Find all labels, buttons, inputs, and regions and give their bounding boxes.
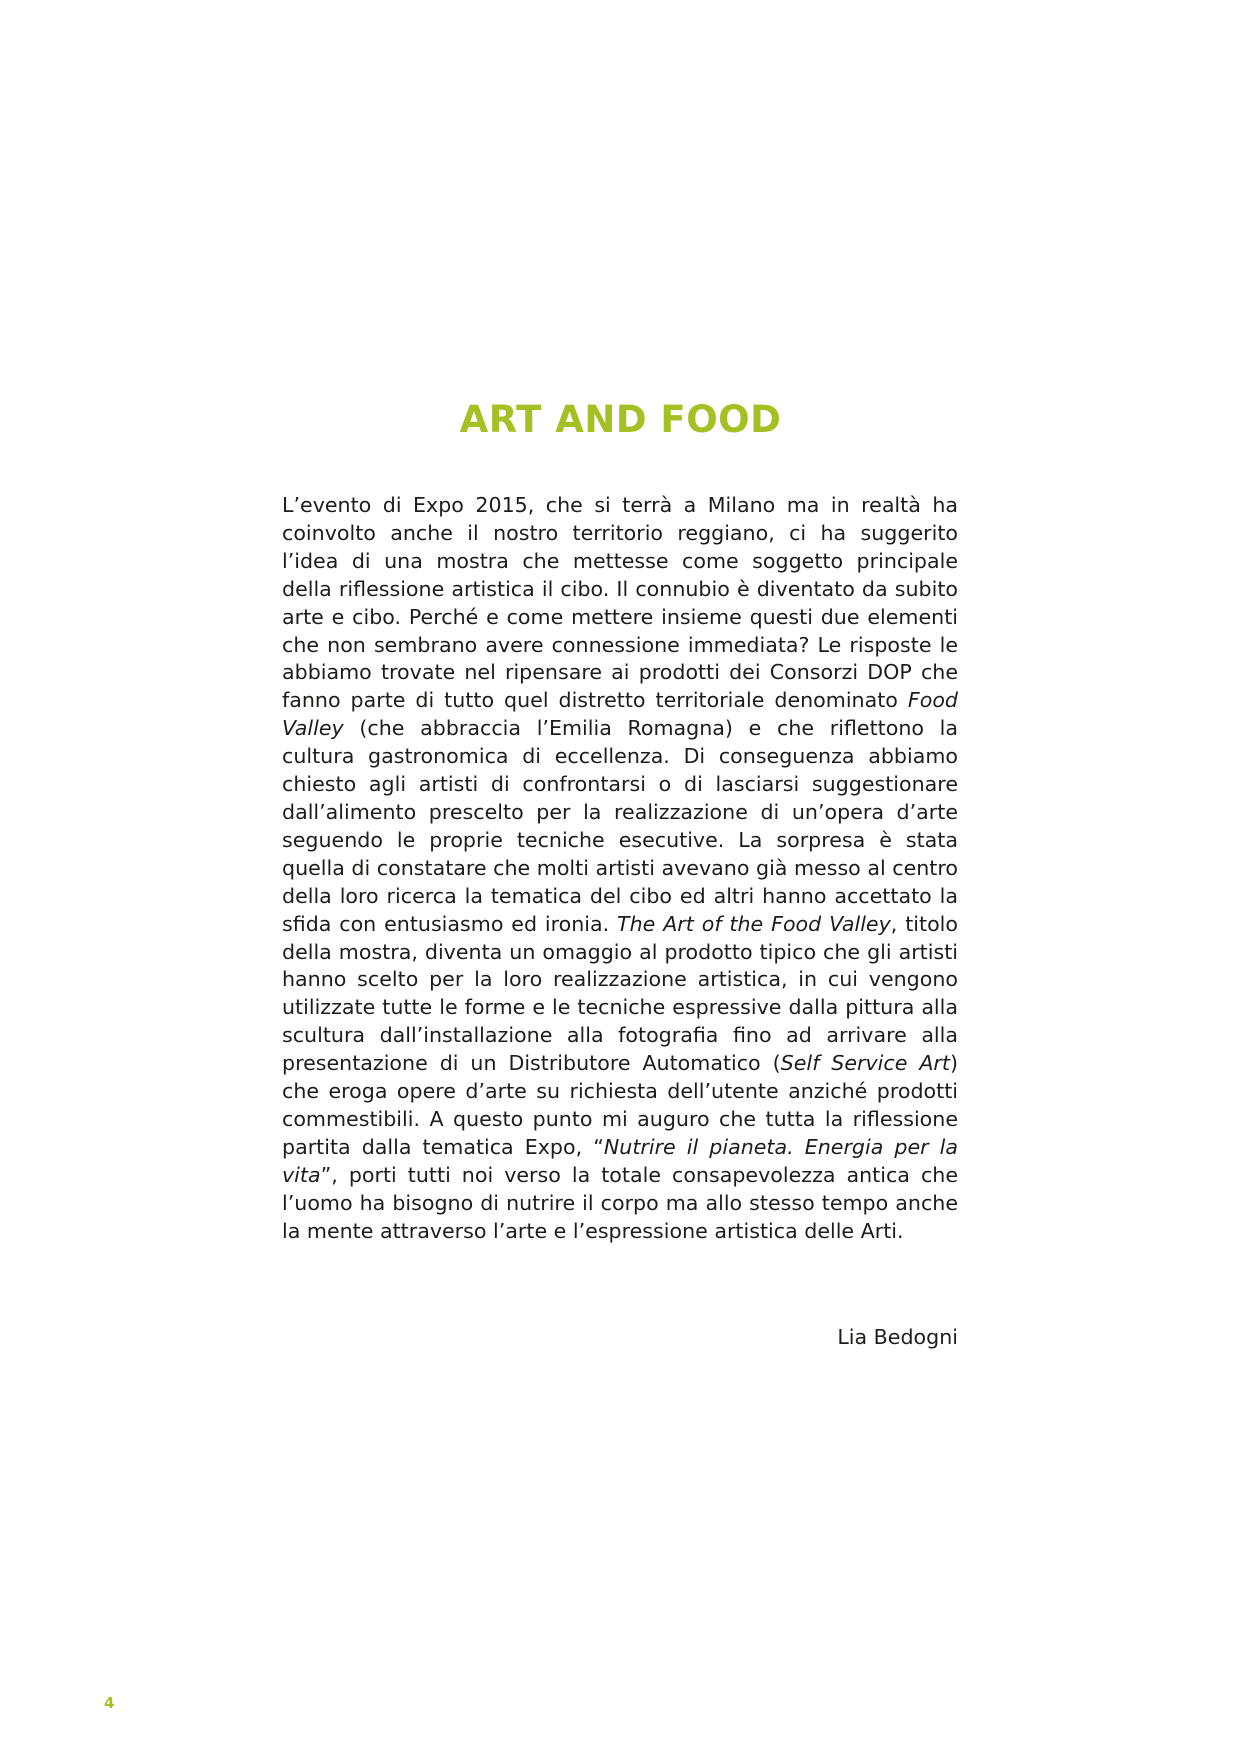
italic-exhibition-title: The Art of the Food Valley [617,911,891,936]
body-text-segment: ) che eroga opere d’arte su richiesta dell’utente anziché prodotti commestibili. A questo punto mi auguro che tutta la riflessione partita dalla tematica Expo, “ [282,1051,959,1159]
body-text-segment: L’evento di Expo 2015, che si terrà a Milano ma in realtà ha coinvolto anche il nostro territorio reggiano, ci ha suggerito l’idea di una mostra che mettesse come soggetto principale della riflessione artistica il cibo. Il connubio è diventato da subito arte e cibo. Perché e come mettere insieme questi due elementi che non sembrano avere connessione immediata? Le risposte le abbiamo trovate nel ripensare ai prodotti dei Consorzi DOP che fanno parte di tutto quel distretto territoriale denominato [282,493,958,713]
page-title: ART AND FOOD [459,398,782,441]
body-text-segment: ”, porti tutti noi verso la totale consapevolezza antica che l’uomo ha bisogno di nutrire il corpo ma allo stesso tempo anche la mente attraverso l’arte e l’espressione artistica delle Arti. [282,1162,958,1243]
body-paragraph [282,492,958,1245]
body-text-segment: , titolo della mostra, diventa un omaggio al prodotto tipico che gli artisti hanno scelto per la loro realizzazione artistica, in cui vengono utilizzate tutte le forme e le tecniche espressive dalla pittura alla scultura dall’installazione alla fotografia fino ad arrivare alla presentazione di un Distributore Automatico ( [282,911,958,1076]
italic-expo-theme: Nutrire il pianeta. Energia per la vita [282,1134,958,1187]
author-signature: Lia Bedogni [837,1325,958,1349]
italic-self-service-art: Self Service Art [780,1051,950,1076]
page-number: 4 [104,1694,115,1712]
italic-food-valley: Food Valley [282,688,958,741]
body-text-segment: (che abbraccia l’Emilia Romagna) e che riflettono la cultura gastronomica di eccellenza. Di conseguenza abbiamo chiesto agli artisti di confrontarsi o di lasciarsi suggestionare dall’alimento prescelto per la realizzazione di un’opera d’arte seguendo le proprie tecniche esecutive. La sorpresa è stata quella di constatare che molti artisti avevano già messo al centro della loro ricerca la tematica del cibo ed altri hanno accettato la sfida con entusiasmo ed ironia. [282,716,958,936]
